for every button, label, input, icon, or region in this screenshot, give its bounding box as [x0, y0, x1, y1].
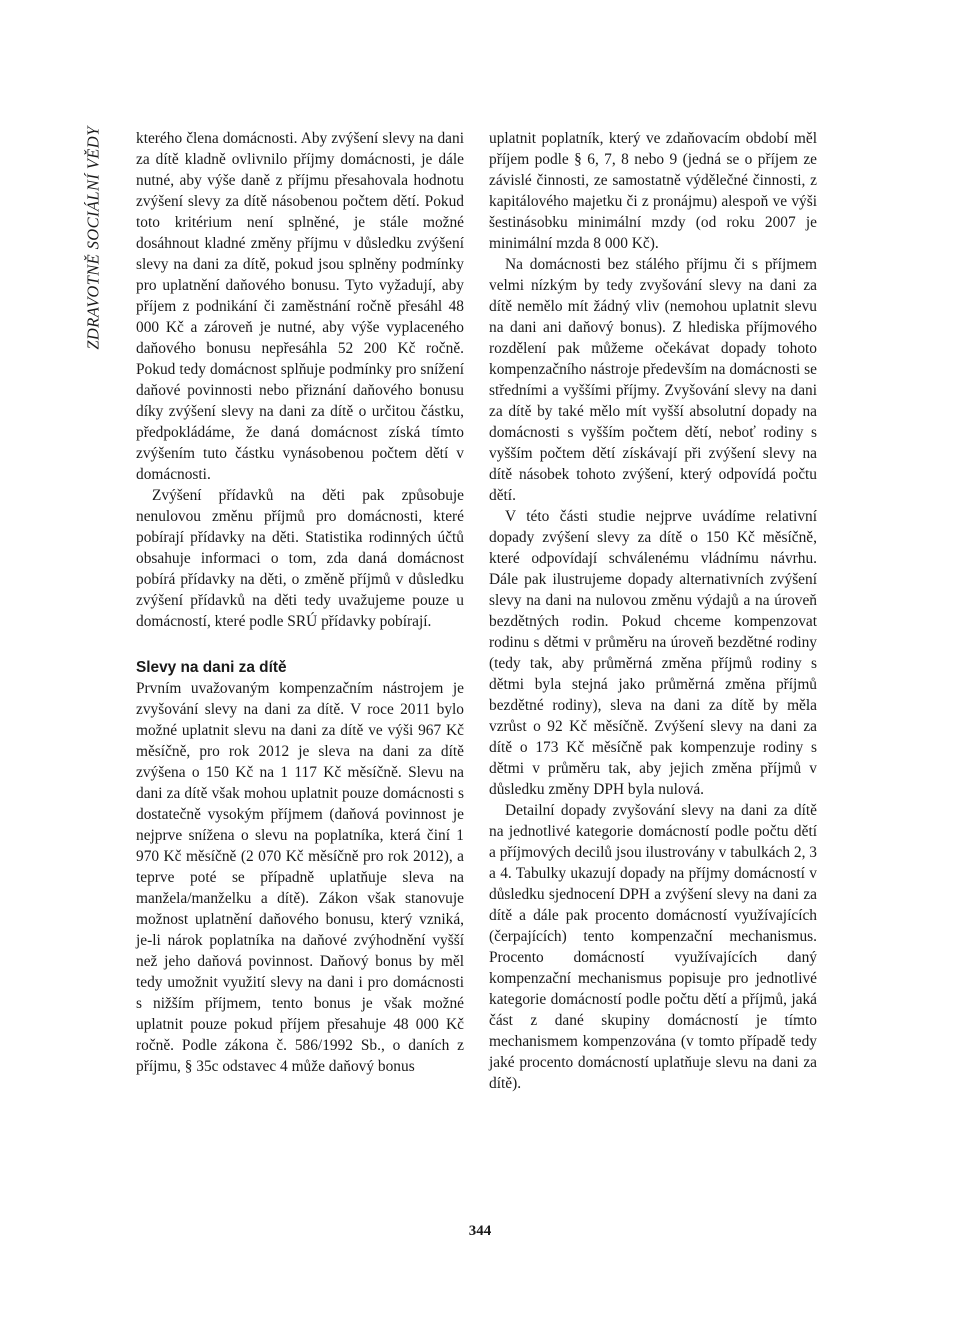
page-number: 344 [468, 1223, 492, 1239]
paragraph: Na domácnosti bez stálého příjmu či s příjmem velmi nízkým by tedy zvyšování slevy na dani za dítě nemělo mít žádný vliv (nemohou uplatnit slevu na dani ani daňový bonus). Z hlediska příjmového rozdělení pak můžeme očekávat dopady tohoto kompenzačního nástroje především na domácnosti se středními a vyššími příjmy. Zvyšování slevy na dani za dítě by také mělo mít vyšší absolutní dopady na domácnosti s vyšším počtem dětí, neboť rodiny s vyšším počtem dětí získávají při zvýšení slevy na dítě násobek tohoto zvýšení, který odpovídá počtu dětí. [489, 256, 817, 504]
left-column [136, 128, 464, 1077]
paragraph: V této části studie nejprve uvádíme relativní dopady zvýšení slevy za dítě o 150 Kč měsíčně, které odpovídají schválenému vládnímu návrhu. Dále pak ilustrujeme dopady alternativních zvýšení slevy na dani na nulovou změnu výdajů a na úroveň bezdětných rodin. Pokud chceme kompenzovat rodinu s dětmi v průměru na úroveň bezdětné rodiny (tedy tak, aby průměrná změna příjmů rodiny s dětmi byla stejná jako průměrná změna příjmů bezdětné rodiny), sleva na dani za dítě by měla vzrůst o 92 Kč měsíčně. Zvýšení slevy na dani za dítě o 173 Kč měsíčně pak kompenzuje rodiny s dětmi v průměru tak, aby jejich změna příjmů v důsledku změny DPH byla nulová. [489, 508, 817, 798]
paragraph: Zvýšení přídavků na děti pak způsobuje nenulovou změnu příjmů pro domácnosti, které pobírají přídavky na děti. Statistika rodinných účtů obsahuje informaci o tom, zda daná domácnost pobírá přídavky na děti, o změně příjmů v důsledku zvýšení přídavků na děti tedy uvažujeme pouze u domácností, které podle SRÚ přídavky pobírají. [136, 487, 464, 630]
running-header [74, 128, 114, 348]
running-header-text: ZDRAVOTNĚ SOCIÁLNÍ VĚDY [84, 126, 104, 350]
right-column [489, 128, 817, 1094]
paragraph: kterého člena domácnosti. Aby zvýšení slevy na dani za dítě kladně ovlivnilo příjmy domácnosti, je dále nutné, aby výše daně z příjmu přesahovala hodnotu zvýšení slevy za dítě násobenou počtem dětí. Pokud toto kritérium není splněné, je stále možné dosáhnout kladné změny příjmu v důsledku zvýšení slevy na dani za dítě, pokud jsou splněny podmínky pro uplatnění daňového bonusu. Tyto vyžadují, aby příjem z podnikání či zaměstnání ročně přesáhl 48 000 Kč a zároveň je nutné, aby výše vyplaceného daňového bonusu nepřesáhla 52 200 Kč ročně. Pokud tedy domácnost splňuje podmínky pro snížení daňové povinnosti nebo přiznání daňového bonusu díky zvýšení slevy na dani za dítě o určitou částku, předpokládáme, že daná domácnost získá tímto zvýšením tuto částku vynásobenou počtem dětí v domácnosti. [136, 130, 464, 483]
section-heading: Slevy na dani za dítě [136, 659, 287, 676]
paragraph: uplatnit poplatník, který ve zdaňovacím období měl příjem podle § 6, 7, 8 nebo 9 (jedná se o příjem ze závislé činnosti, ze samostatně výdělečné činnosti, z kapitálového majetku či z pronájmu) alespoň ve výši šestinásobku minimální mzdy (od roku 2007 je minimální mzda 8 000 Kč). [489, 130, 817, 252]
paragraph: Prvním uvažovaným kompenzačním nástrojem je zvyšování slevy na dani za dítě. V roce 2011 bylo možné uplatnit slevu na dani za dítě ve výši 967 Kč měsíčně, pro rok 2012 je sleva na dani za dítě zvýšena o 150 Kč na 1 117 Kč měsíčně. Slevu na dani za dítě však mohou uplatnit pouze domácnosti s dostatečně vysokým příjmem (daňová povinnost je nejprve snížena o slevu na poplatníka, která činí 1 970 Kč měsíčně (2 070 Kč měsíčně pro rok 2012), a teprve poté se případně uplatňuje sleva na manžela/manželku a dítě). Zákon však stanovuje možnost uplatnění daňového bonusu, který vzniká, je-li nárok poplatníka na daňové zvýhodnění vyšší než jeho daňová povinnost. Daňový bonus by měl tedy umožnit využití slevy na dani i pro domácnosti s nižším příjmem, tento bonus je však možné uplatnit pouze pokud příjem přesahuje 48 000 Kč ročně. Podle zákona č. 586/1992 Sb., o daních z příjmu, § 35c odstavec 4 může daňový bonus [136, 680, 464, 1075]
paragraph: Detailní dopady zvyšování slevy na dani za dítě na jednotlivé kategorie domácností podle počtu dětí a příjmových decilů jsou ilustrovány v tabulkách 2, 3 a 4. Tabulky ukazují dopady na příjmy domácností v důsledku sjednocení DPH a zvýšení slevy na dani za dítě a dále pak procento domácností využívajících (čerpajících) tento kompenzační mechanismus. Procento domácností využívajících daný kompenzační mechanismus popisuje pro jednotlivé kategorie domácností podle počtu dětí a příjmů, jaká část z dané skupiny domácností je tímto mechanismem kompenzována (v tomto případě tedy jaké procento domácností uplatňuje slevu na dani za dítě). [489, 802, 817, 1092]
